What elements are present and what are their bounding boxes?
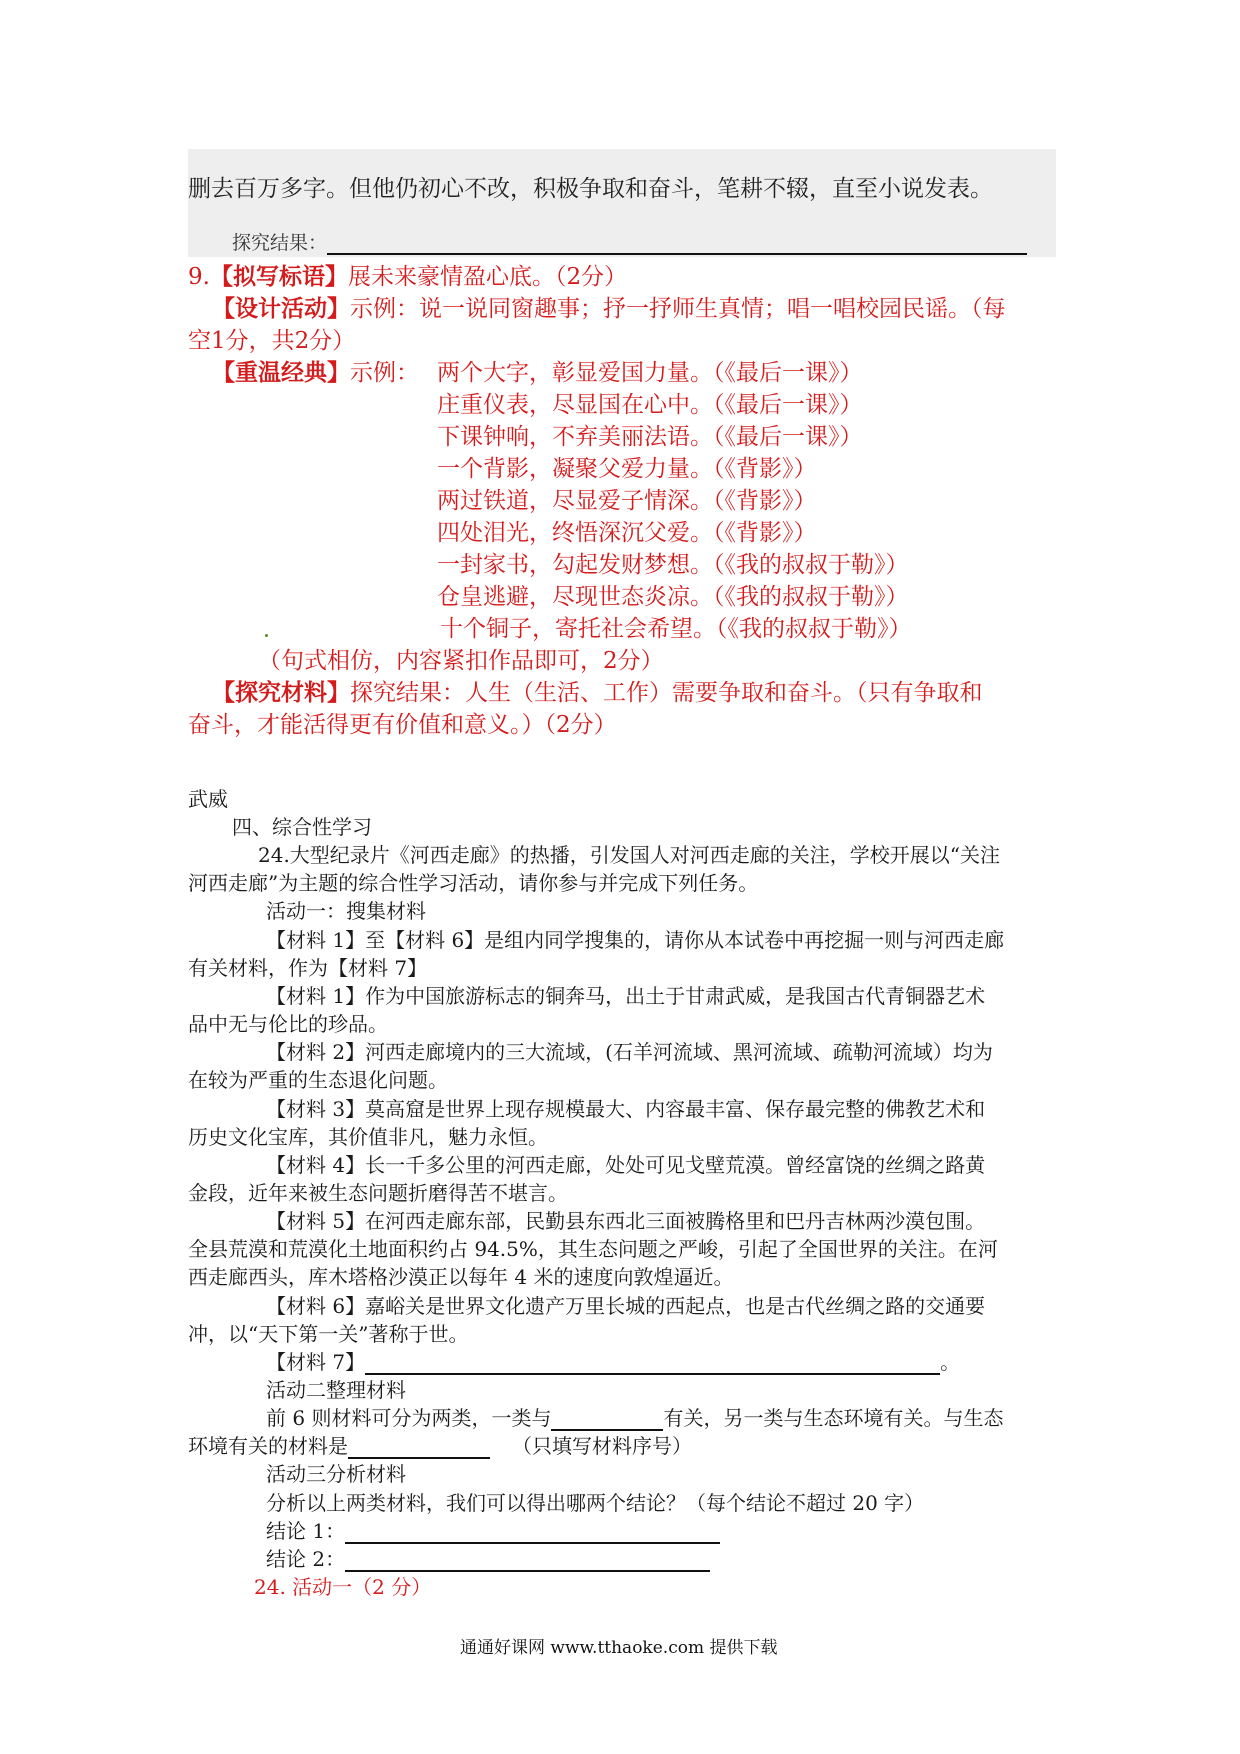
conclusion-1-label: 结论 1：	[266, 1519, 346, 1543]
activity2-line2	[188, 1430, 692, 1459]
activity2-text-a: 前 6 则材料可分为两类，一类与	[266, 1406, 552, 1430]
activity2-text-b: 有关，另一类与生态环境有关。与生态	[663, 1406, 1004, 1430]
material-1-cont: 品中无与伦比的珍品。	[188, 1012, 388, 1036]
activity3-question: 分析以上两类材料，我们可以得出哪两个结论？（每个结论不超过 20 字）	[266, 1491, 925, 1515]
explore-result-text: 探究结果：	[232, 232, 328, 254]
classic-line: 两个大字，彰显爱国力量。（《最后一课》）	[437, 360, 863, 386]
explore-result-blank	[327, 233, 1027, 255]
classic-line: 一封家书，勾起发财梦想。（《我的叔叔于勒》）	[437, 552, 909, 578]
material-6: 【材料 6】嘉峪关是世界文化遗产万里长城的西起点，也是古代丝绸之路的交通要	[266, 1294, 986, 1318]
activity1-instruction: 【材料 1】至【材料 6】是组内同学搜集的，请你从本试卷中再挖掘一则与河西走廊	[266, 928, 1005, 952]
explore-material-text: 探究结果：人生（生活、工作）需要争取和奋斗。（只有争取和	[350, 680, 983, 706]
q24-text: 24.大型纪录片《河西走廊》的热播，引发国人对河西走廊的关注，学校开展以“关注	[258, 843, 1001, 867]
material-4-cont: 金段，近年来被生态问题折磨得苦不堪言。	[188, 1181, 568, 1205]
top-text-line: 删去百万多字。但他仍初心不改，积极争取和奋斗，笔耕不辍，直至小说发表。	[188, 176, 993, 202]
design-activity-tag: 【设计活动】	[212, 295, 350, 322]
activity2-line	[266, 1402, 1003, 1431]
activity1-instruction-cont: 有关材料，作为【材料 7】	[188, 956, 428, 980]
material-5-cont: 全县荒漠和荒漠化土地面积约占 94.5%，其生态问题之严峻，引起了全国世界的关注。在河	[188, 1237, 998, 1261]
conclusion-2-label: 结论 2：	[266, 1547, 346, 1571]
explore-material-tag: 【探究材料】	[212, 679, 350, 706]
material-1: 【材料 1】作为中国旅游标志的铜奔马，出土于甘肃武威，是我国古代青铜器艺术	[266, 984, 986, 1008]
conclusion-2-row	[266, 1543, 710, 1572]
material-7-label: 【材料 7】	[266, 1350, 366, 1374]
classic-line: 仓皇逃避，尽现世态炎凉。（《我的叔叔于勒》）	[437, 584, 909, 610]
activity2-blank-2	[348, 1437, 490, 1459]
region-label: 武威	[188, 787, 228, 811]
classic-review-tag: 【重温经典】	[212, 359, 350, 386]
activity2-title: 活动二整理材料	[266, 1378, 406, 1402]
material-3-cont: 历史文化宝库，其价值非凡，魅力永恒。	[188, 1125, 548, 1149]
material-7-blank	[365, 1353, 940, 1375]
classic-line: 两过铁道，尽显爱子情深。（《背影》）	[437, 488, 817, 514]
q9-slogan-tag: 【拟写标语】	[209, 263, 348, 290]
conclusion-1-blank	[345, 1522, 720, 1544]
classic-line: 一个背影，凝聚父爱力量。（《背影》）	[437, 456, 817, 482]
section-heading: 四、综合性学习	[232, 815, 372, 839]
classic-line: 下课钟响，不弃美丽法语。（《最后一课》）	[437, 424, 863, 450]
activity2-text-c: 环境有关的材料是	[188, 1434, 348, 1458]
material-2: 【材料 2】河西走廊境内的三大流域，(石羊河流域、黑河流域、疏勒河流域）均为	[266, 1040, 993, 1064]
conclusion-1-row	[266, 1515, 720, 1544]
conclusion-2-blank	[345, 1550, 710, 1572]
stray-mark	[265, 634, 268, 637]
q24-text-cont: 河西走廊”为主题的综合性学习活动，请你参与并完成下列任务。	[188, 871, 759, 895]
design-activity-text-cont: 空1分，共2分）	[188, 328, 356, 354]
explore-material-answer	[212, 674, 983, 707]
classic-review-answer	[212, 354, 419, 387]
activity2-text-d: （只填写材料序号）	[512, 1434, 692, 1458]
material-5: 【材料 5】在河西走廊东部，民勤县东西北三面被腾格里和巴丹吉林两沙漠包围。	[266, 1209, 986, 1233]
design-activity-answer	[212, 290, 1006, 323]
classic-line: 十个铜子，寄托社会希望。（《我的叔叔于勒》）	[440, 616, 912, 642]
classic-line: 四处泪光，终悟深沉父爱。（《背影》）	[437, 520, 817, 546]
material-3: 【材料 3】莫高窟是世界上现存规模最大、内容最丰富、保存最完整的佛教艺术和	[266, 1097, 986, 1121]
classic-line: 庄重仪表，尽显国在心中。（《最后一课》）	[437, 392, 863, 418]
explore-result-label	[232, 228, 1027, 255]
material-7-row	[266, 1346, 960, 1375]
q9-slogan-answer	[188, 258, 627, 291]
explore-material-text-cont: 奋斗，才能活得更有价值和意义。）（2分）	[188, 712, 617, 738]
activity2-blank-1	[551, 1409, 663, 1431]
classic-review-intro: 示例：	[350, 360, 419, 386]
design-activity-text: 示例：说一说同窗趣事；抒一抒师生真情；唱一唱校园民谣。（每	[350, 296, 1006, 322]
q24-answer-start: 24. 活动一（2 分）	[254, 1575, 432, 1599]
material-2-cont: 在较为严重的生态退化问题。	[188, 1068, 448, 1092]
q9-slogan-text: 展未来豪情盈心底。（2分）	[347, 264, 628, 290]
q9-number: 9.	[188, 264, 210, 290]
classic-review-note: （句式相仿，内容紧扣作品即可，2分）	[258, 648, 664, 674]
material-4: 【材料 4】长一千多公里的河西走廊，处处可见戈壁荒漠。曾经富饶的丝绸之路黄	[266, 1153, 986, 1177]
material-6-cont: 冲，以“天下第一关”著称于世。	[188, 1322, 469, 1346]
activity1-title: 活动一：搜集材料	[266, 899, 426, 923]
page-footer: 通通好课网 www.tthaoke.com 提供下载	[460, 1638, 778, 1658]
material-7-period: 。	[940, 1350, 961, 1374]
activity3-title: 活动三分析材料	[266, 1462, 406, 1486]
material-5-cont2: 西走廊西头，库木塔格沙漠正以每年 4 米的速度向敦煌逼近。	[188, 1265, 734, 1289]
